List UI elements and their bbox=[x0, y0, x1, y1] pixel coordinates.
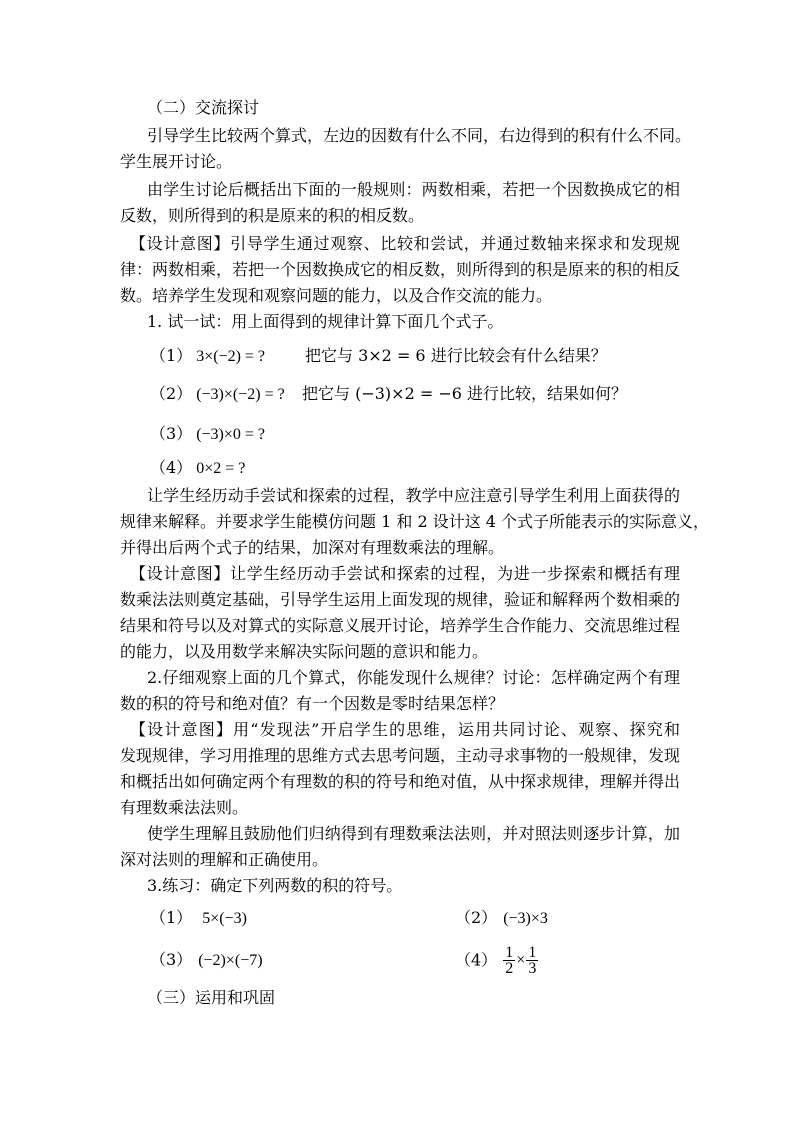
try-item-label: （3） bbox=[150, 424, 193, 443]
practice-title: 3.练习：确定下列两数的积的符号。 bbox=[147, 876, 403, 895]
practice-item-label: （2） bbox=[455, 908, 498, 927]
paragraph-3-line-1: 【设计意图】引导学生通过观察、比较和尝试，并通过数轴来探求和发现规 bbox=[130, 234, 680, 253]
paragraph-2-line-1: 由学生讨论后概括出下面的一般规则：两数相乘，若把一个因数换成它的相 bbox=[147, 180, 680, 199]
fraction-one-third bbox=[526, 945, 538, 976]
try-item-4 bbox=[150, 458, 710, 479]
fraction-denominator: 2 bbox=[505, 960, 514, 977]
try-item-label: （4） bbox=[150, 458, 193, 477]
times-operator: × bbox=[516, 951, 526, 969]
try-item-note: 把它与 (−3)×2 = −6 进行比较，结果如何？ bbox=[302, 384, 627, 403]
paragraph-2-line-2: 反数，则所得到的积是原来的积的相反数。 bbox=[120, 206, 425, 225]
paragraph-6-line-2: 发现规律，学习用推理的思维方式去思考问题，主动寻求事物的一般规律，发现 bbox=[120, 746, 681, 765]
practice-item-label: （1） bbox=[150, 908, 193, 927]
try-item-expr: (−3)×(−2) = ? bbox=[196, 386, 285, 403]
section-3-title: （三）运用和巩固 bbox=[147, 988, 276, 1007]
paragraph-5-line-3: 结果和符号以及对算式的实际意义展开讨论，培养学生合作能力、交流思维过程 bbox=[120, 616, 681, 635]
fraction-numerator: 1 bbox=[528, 944, 537, 961]
paragraph-7-line-2: 深对法则的理解和正确使用。 bbox=[120, 850, 329, 869]
fraction-numerator: 1 bbox=[505, 944, 514, 961]
paragraph-6-line-1: 【设计意图】用“发现法”开启学生的思维，运用共同讨论、观察、探究和 bbox=[130, 720, 680, 739]
paragraph-3-line-3: 数。培养学生发现和观察问题的能力，以及合作交流的能力。 bbox=[120, 286, 553, 305]
practice-item-expr: (−3)×3 bbox=[503, 910, 548, 927]
paragraph-3-line-2: 律：两数相乘，若把一个因数换成它的相反数，则所得到的积是原来的积的相反 bbox=[120, 260, 681, 279]
paragraph-6-line-4: 有理数乘法法则。 bbox=[120, 798, 249, 817]
paragraph-5-line-4: 的能力，以及用数学来解决实际问题的意识和能力。 bbox=[120, 642, 489, 661]
question-2-line-1: 2.仔细观察上面的几个算式，你能发现什么规律？讨论：怎样确定两个有理 bbox=[147, 668, 680, 687]
practice-item-label: （4） bbox=[455, 950, 498, 970]
paragraph-4-line-1: 让学生经历动手尝试和探索的过程，教学中应注意引导学生利用上面获得的 bbox=[147, 486, 680, 505]
paragraph-5-line-2: 数乘法法则奠定基础，引导学生运用上面发现的规律，验证和解释两个数相乘的 bbox=[120, 590, 681, 609]
paragraph-7-line-1: 使学生理解且鼓励他们归纳得到有理数乘法法则，并对照法则逐步计算，加 bbox=[147, 824, 680, 843]
paragraph-1-line-2: 学生展开讨论。 bbox=[120, 152, 233, 171]
try-item-3 bbox=[150, 424, 710, 445]
try-item-1 bbox=[150, 346, 710, 367]
practice-item-4 bbox=[455, 940, 655, 981]
paragraph-6-line-3: 和概括出如何确定两个有理数的积的符号和绝对值，从中探求规律，理解并得出 bbox=[120, 772, 681, 791]
section-2-title: （二）交流探讨 bbox=[147, 98, 260, 117]
fraction-denominator: 3 bbox=[528, 960, 537, 977]
practice-item-expr: 5×(−3) bbox=[202, 910, 247, 927]
paragraph-5-line-1: 【设计意图】让学生经历动手尝试和探索的过程，为进一步探索和概括有理 bbox=[130, 564, 680, 583]
fraction-one-half bbox=[503, 945, 515, 976]
try-item-expr: (−3)×0 = ? bbox=[196, 426, 266, 443]
paragraph-1-line-1: 引导学生比较两个算式，左边的因数有什么不同，右边得到的积有什么不同。 bbox=[147, 126, 692, 145]
paragraph-4-line-2: 规律来解释。并要求学生能模仿问题 1 和 2 设计这 4 个式子所能表示的实际意义， bbox=[120, 512, 710, 531]
try-item-expr: 0×2 = ? bbox=[196, 460, 246, 477]
practice-item-expr: (−2)×(−7) bbox=[198, 952, 263, 969]
practice-item-2 bbox=[455, 908, 655, 929]
try-title: 1. 试一试：用上面得到的规律计算下面几个式子。 bbox=[147, 312, 504, 331]
try-item-expr: 3×(−2) = ? bbox=[196, 348, 266, 365]
try-item-2 bbox=[150, 384, 710, 405]
practice-item-label: （3） bbox=[150, 950, 193, 969]
question-2-line-2: 数的积的符号和绝对值？有一个因数是零时结果怎样？ bbox=[120, 694, 505, 713]
paragraph-4-line-3: 并得出后两个式子的结果，加深对有理数乘法的理解。 bbox=[120, 538, 505, 557]
try-item-label: （2） bbox=[150, 384, 193, 403]
try-item-label: （1） bbox=[150, 346, 193, 365]
try-item-note: 把它与 3×2 = 6 进行比较会有什么结果？ bbox=[305, 346, 607, 365]
